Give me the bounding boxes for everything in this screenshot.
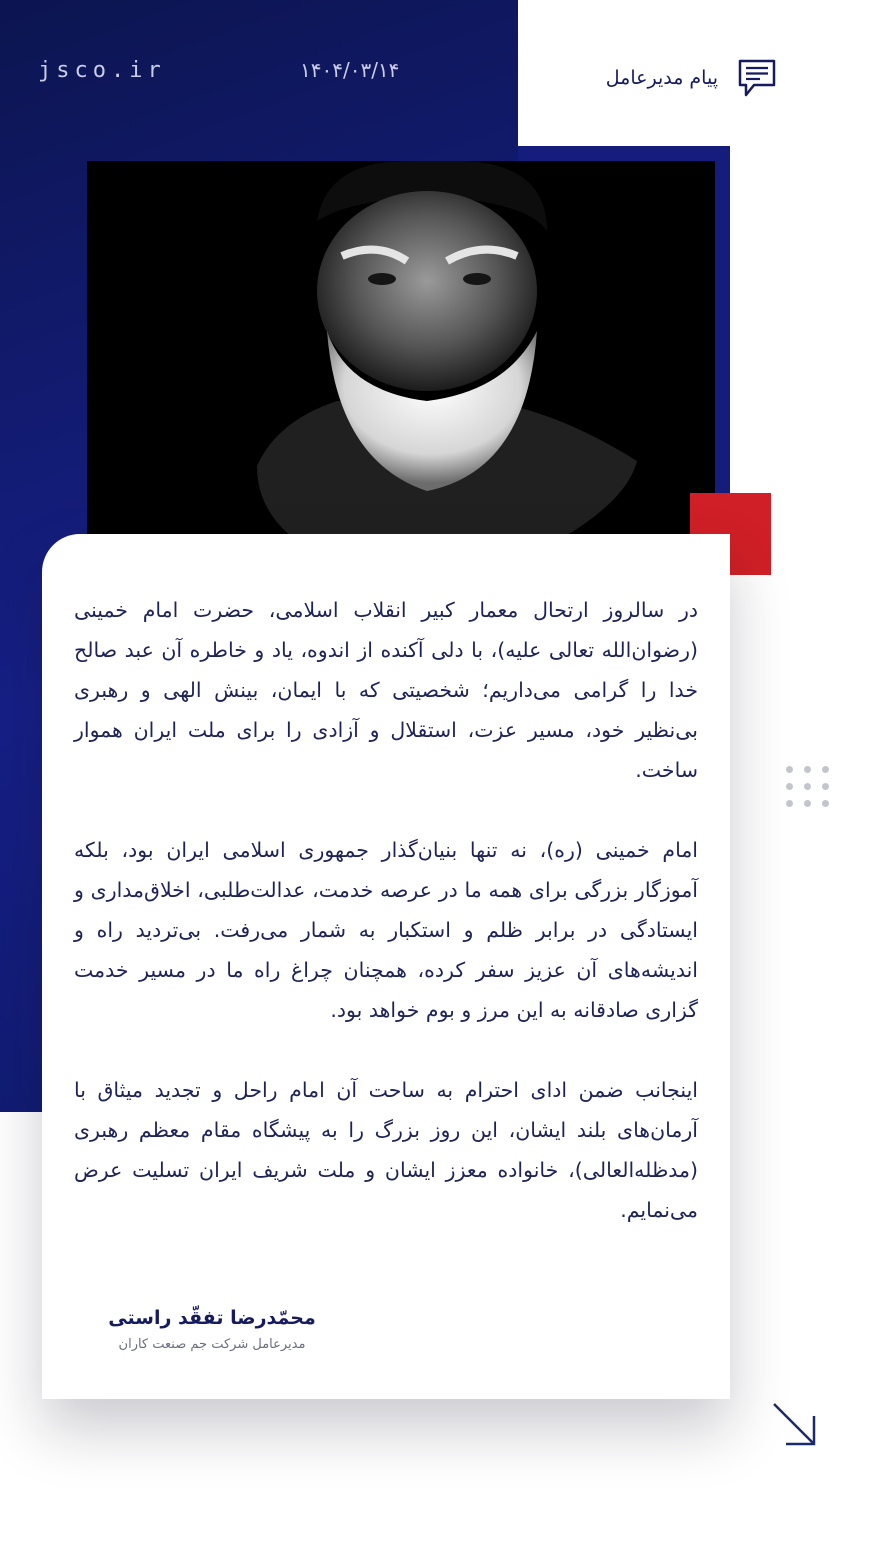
signature-name: محمّدرضا تفقّد راستی — [108, 1307, 316, 1329]
signature — [82, 1304, 342, 1358]
portrait-image — [87, 161, 715, 541]
dots-grid-icon — [786, 766, 832, 810]
arrow-down-right-icon — [768, 1398, 822, 1452]
post-date: ۱۴۰۴/۰۳/۱۴ — [300, 58, 400, 82]
header-title-group — [560, 52, 780, 104]
message-card — [42, 534, 730, 1399]
message-paragraph-2: امام خمینی (ره)، نه تنها بنیان‌گذار جمهوری اسلامی ایران بود، بلکه آموزگار بزرگی برای همه ما در عرصه خدمت، عدالت‌طلبی، اخلاق‌مداری و ایستادگی در برابر ظلم و استکبار به شمار می‌رفت. بی‌تردید راه و اندیشه‌های آن عزیز سفر کرده، همچنان چراغ راه ما در مسیر خدمت گزاری صادقانه به این مرز و بوم خواهد بود. — [74, 838, 698, 1022]
header-title: پیام مدیرعامل — [605, 67, 718, 89]
message-paragraph-1: در سالروز ارتحال معمار کبیر انقلاب اسلامی، حضرت امام خمینی (رضوان‌الله تعالی علیه)، با دلی آکنده از اندوه، یاد و خاطره آن عبد صالح خدا را گرامی می‌داریم؛ شخصیتی که با ایمان، بینش الهی و رهبری بی‌نظیر خود، مسیر عزت، استقلال و آزادی را برای ملت ایران هموار ساخت. — [74, 598, 698, 782]
message-paragraph-3: اینجانب ضمن ادای احترام به ساحت آن امام راحل و تجدید میثاق با آرمان‌های بلند ایشان، این روز بزرگ را به پیشگاه مقام معظم رهبری (مدظله‌العالی)، خانواده معزز ایشان و ملت شریف ایران تسلیت عرض می‌نمایم. — [74, 1078, 698, 1222]
signature-role: مدیرعامل شرکت جم صنعت کاران — [118, 1337, 306, 1352]
site-url[interactable]: jsco.ir — [38, 58, 166, 83]
message-body — [74, 590, 698, 1270]
message-icon — [734, 55, 780, 101]
